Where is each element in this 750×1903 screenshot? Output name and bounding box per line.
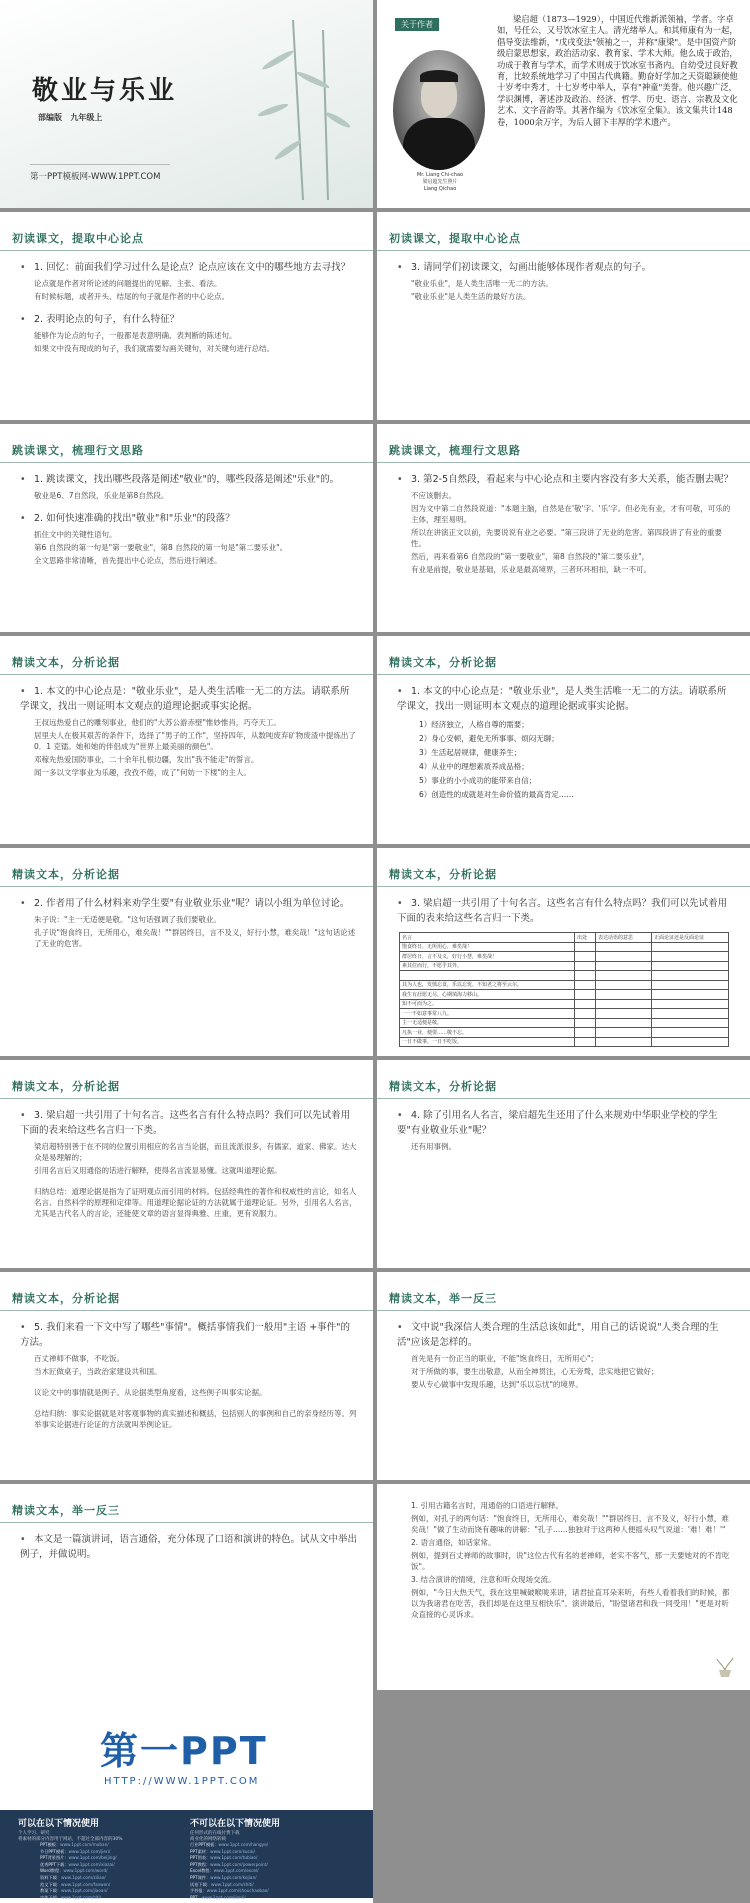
slide-body [20,1320,357,1432]
slide-body [397,1500,734,1622]
table-cell [595,942,651,952]
table-cell [574,1018,595,1028]
question [20,1108,357,1138]
question [20,684,357,714]
table-row [400,952,729,962]
question-text: 4. 除了引用名人名言，梁启超先生还用了什么来规劝中华职业学校的学生要"有业敬业乐业"呢？ [397,1110,718,1136]
table-cell [651,1009,728,1019]
content-slide [377,1060,750,1268]
bullet-icon: • [397,1110,403,1121]
bullet-icon: • [20,314,26,325]
question [20,1532,357,1562]
content-slide [0,1060,373,1268]
section-title: 精读文本，分析论据 [12,1292,120,1305]
section-title: 精读文本，分析论据 [389,1080,497,1093]
question-text: 3. 梁启超一共引用了十句名言。这些名言有什么特点吗？我们可以先试着用下面的表来给这些名言归一下类。 [20,1110,351,1136]
content-slide [377,848,750,1056]
table-cell-quote: 凡执一业，便要……敬不忘。 [400,1028,575,1038]
table-cell-quote [400,971,575,981]
bullet-icon: • [20,474,26,485]
answer-line: 抓住文中的关键性语句。 [34,530,117,539]
answer-line: 全文思路非常清晰，首先提出中心论点，然后进行阐述。 [34,556,222,565]
section-title: 精读文本，分析论据 [389,656,497,669]
table-cell [651,990,728,1000]
cover-title: 敬业与乐业 [32,76,178,106]
content-slide [377,424,750,632]
promo-link[interactable]: Word教程：www.1ppt.com/word/ [40,1868,108,1874]
table-cell [595,999,651,1009]
plant-decoration-icon [714,1656,736,1678]
promo-link[interactable]: 手抄报：www.1ppt.com/shouchaobao/ [190,1888,269,1894]
table-cell-quote: 群居终日，言不及义，好行小慧，难矣哉！ [400,952,575,962]
list-item: 3）生活起居规律，健康养生； [419,748,522,757]
bullet-icon: • [20,262,26,273]
table-cell [595,990,651,1000]
question-text: 2. 表明论点的句子，有什么特征？ [34,314,180,325]
table-cell [595,1009,651,1019]
content-slide [0,1272,373,1480]
table-cell [651,1037,728,1047]
list-item: 6）创造性的成就是对生命价值的最高肯定…… [419,790,574,799]
cover-divider [30,164,170,165]
list-item: 1）经济独立，人格自尊的需要； [419,720,529,729]
table-row [400,1028,729,1038]
section-title: 初读课文，提取中心论点 [389,232,521,245]
slide-body [20,1532,357,1565]
content-slide [377,1272,750,1480]
question-text: 3. 第2-5自然段，看起来与中心论点和主要内容没有多大关系，能否删去呢？ [411,474,734,485]
answer-line: 有时候标题，或者开头、结尾的句子就是作者的中心论点。 [34,292,229,301]
answer-line: 当木匠做桌子，当政治家建设共和国。 [34,1367,162,1376]
answer-line: 2. 语言通俗，如话家常。 [411,1538,496,1547]
answer-line: 孔子说"饱食终日，无所用心，难矣哉！""群居终日，言不及义，好行小慧，难矣哉！"这句话论述了无业的危害。 [34,928,356,948]
answer-line: 论点就是作者对所论述的问题提出的见解、主张、看法。 [34,279,222,288]
question-text: 3. 梁启超一共引用了十句名言。这些名言有什么特点吗？我们可以先试着用下面的表来给这些名言归一下类。 [397,898,728,924]
slide-body [397,684,734,802]
section-title: 精读文本，举一反三 [12,1504,120,1517]
bullet-icon: • [397,686,403,697]
slide-body [397,896,734,929]
portrait-image [393,50,485,170]
answer-line: 1. 引用古籍名言时，用通俗的口语进行解释。 [411,1501,564,1510]
links-right [190,1842,269,1901]
table-row [400,1018,729,1028]
answer-line: 引用名言后又用通俗的话进行解释，使得名言流显易懂。这就叫道理论据。 [34,1166,282,1175]
table-cell-quote: 一日不做事，一日不吃饭。 [400,1037,575,1047]
question-text: 3. 请同学们初读课文，勾画出能够体现作者观点的句子。 [411,262,652,273]
slide-cover [0,0,373,208]
table-cell-quote: 知不可而为之。 [400,999,575,1009]
answer-line: 邓稼先热爱国防事业，二十余年扎根边疆，发出"我不能走"的誓言。 [34,755,259,764]
answer-line: 3. 结合演讲的情境，注意和听众现场交流。 [411,1575,556,1584]
table-cell [595,971,651,981]
bullet-icon: • [397,262,403,273]
table-header: 出处 [574,933,595,943]
promo-link[interactable]: PPT背景图片：www.1ppt.com/beijing/ [40,1855,117,1861]
grade-label: 九年级上 [70,113,103,122]
answer-line: 然后，再来看第6 自然段的"第一要敬业"，第8 自然段的"第二要乐业"， [411,552,650,561]
answer-line: 所以在讲演正文以前，先要说说有业之必要。"第三段讲了无业的危害。第四段讲了有业的重要性。 [411,528,722,548]
table-cell [574,952,595,962]
list-item: 2）身心安顿，避免无所事事、烦闷无聊； [419,734,559,743]
content-slide [377,1484,750,1692]
table-row [400,1009,729,1019]
bullet-icon: • [20,513,26,524]
cover-subtitle [38,112,102,123]
answer-line: 有业是前提，敬业是基础，乐业是最高境界，三者环环相扣，缺一不可。 [411,565,651,574]
bullet-icon: • [20,898,26,909]
promo-link[interactable]: PPT素材：www.1ppt.com/sucai/ [190,1848,255,1854]
answer-line: 例如，对孔子的两句话："饱食终日，无所用心，难矣哉！""群居终日，言不及义，好行小慧，难矣哉！"做了生动而饶有趣味的讲解："孔子……独独对于这两种人便摇头叹气说道：'难！难！'" [411,1514,729,1534]
table-cell-quote: 饱食终日，无所用心，难矣哉！ [400,942,575,952]
question-text: 1. 跳读课文，找出哪些段落是阐述"敬业"的，哪些段落是阐述"乐业"的。 [34,474,340,485]
caption-cn: 梁启超先生照片 [422,179,458,185]
slide-body [397,472,734,577]
content-slide [377,636,750,844]
answer-line: 不应该删去。 [411,491,456,500]
promo-link[interactable]: 范文下载：www.1ppt.com/fanwen/ [40,1881,111,1887]
answer-line: 如果文中没有现成的句子，我们就需要勾画关键句，对关键句进行总结。 [34,344,274,353]
promo-link[interactable]: 优秀PPT下载：www.1ppt.com/xiazai/ [40,1861,115,1867]
table-row [400,942,729,952]
table-cell [574,1009,595,1019]
table-cell-quote: 一一不如意事常八九。 [400,1009,575,1019]
answer-line: 百丈禅师不做事，不吃饭。 [34,1354,124,1363]
answer-line: 敬业是6、7自然段，乐业是第8自然段。 [34,491,169,500]
author-tag: 关于作者 [395,18,439,31]
question [20,1320,357,1350]
question-text: 文中说"我深信人类合理的生活总该如此"，用自己的话说说"人类合理的生活"应该是怎样的。 [397,1322,719,1348]
answer-line [34,1400,357,1406]
cannot-use-sub: 任何形式的在线付费下载 商业化的网络转载 [190,1831,240,1842]
section-title: 跳读课文，梳理行文思路 [389,444,521,457]
bullet-icon: • [397,898,403,909]
promo-link[interactable]: 试卷下载：www.1ppt.com/shiti/ [190,1881,254,1887]
table-cell [574,942,595,952]
answer-line: 归纳总结：道理论据是指为了证明观点而引用的材料。包括经典性的著作和权威性的言论，如名人名言、自然科学的原理和定律等。用道理论据论证的方法就属于道理论证。另外，引用名人名言，尤其是古代名人的言论，还能使文章的语言显得典雅、庄重，更有说服力。 [34,1187,357,1218]
question [20,511,357,526]
question-text: 本文是一篇演讲词，语言通俗，充分体现了口语和演讲的特色。试从文中举出例子，并做说明。 [20,1534,358,1560]
promo-link[interactable]: 资料下载：www.1ppt.com/ziliao/ [40,1874,106,1880]
bullet-icon: • [20,1110,26,1121]
caption-extra: Liang Qichao [423,186,457,192]
table-cell [595,1018,651,1028]
content-slide [377,212,750,420]
table-row [400,1037,729,1047]
section-title: 精读文本，分析论据 [12,656,120,669]
answer-line: 居里夫人在极其艰苦的条件下，选择了"男子的工作"，坚持四年，从数吨废弃矿物废渣中提炼出了 0．1 克镭。她和她的伴侣成为"世界上最美丽的颜色"。 [34,731,356,751]
answer-line: 对于所做的事，要生出敬意，从而全神贯注，心无旁骛，忠实地把它做好； [411,1367,659,1376]
promo-link[interactable]: Excel教程：www.1ppt.com/excel/ [190,1868,259,1874]
table-cell-quote: 我生有涯愿无尽，心期填海力移山。 [400,990,575,1000]
table-cell [574,999,595,1009]
section-title: 精读文本，分析论据 [12,868,120,881]
empty-slot [377,1690,750,1903]
answer-line: "敬业乐业"是人类生活的最好方法。 [411,292,531,301]
can-use-sub: 个人学习、研究 将素材的部分内容用于网站，不超过全部内容的30% [18,1831,123,1842]
content-slide [0,1484,373,1692]
slide-author [377,0,750,208]
table-row [400,990,729,1000]
content-slide [0,212,373,420]
table-cell-quote: 其为人也，发愤忘食，乐以忘忧，不知老之将至云尔。 [400,980,575,990]
content-slide [0,424,373,632]
can-use-title: 可以在以下情况使用 [18,1819,100,1829]
table-row [400,961,729,971]
list-item: 5）事业的小小成功的能带来自信； [419,776,537,785]
answer-line: 议论文中的事情就是例子。从论据类型角度看，这些例子叫事实论据。 [34,1388,267,1397]
table-cell [651,1028,728,1038]
promo-link[interactable]: PPT教程：www.1ppt.com/powerpoint/ [190,1861,268,1867]
table-header: 表达话语的意思 [595,933,651,943]
question [20,312,357,327]
cover-footer: 第一PPT模板网-WWW.1PPT.COM [30,172,161,182]
reason-list [419,718,734,802]
slide-body [397,260,734,304]
table-cell-quote: 素其位而行，不愿乎其外。 [400,961,575,971]
answer-line: 闻一多以文学事业为乐趣，孜孜不倦，成了"何妨一下楼"的主人。 [34,768,251,777]
table-cell [574,961,595,971]
question [397,684,734,714]
question-text: 2. 作者用了什么材料来劝学生要"有业敬业乐业"呢？请以小组为单位讨论。 [34,898,350,909]
answer-line: 例如，提到百丈禅师的故事时，说"这位古代有名的老禅师，老实不客气，那一天要她对的不肯吃饭"。 [411,1551,730,1571]
slide-body [20,1108,357,1221]
slide-promo [0,1690,373,1903]
answer-line [34,1178,357,1184]
section-title: 精读文本，分析论据 [12,1080,120,1093]
answer-line: 总结归纳：事实论据就是对客观事物的真实描述和概括，包括别人的事例和自己的亲身经历等。列举事实论据进行论证的方法就叫举例论证。 [34,1409,357,1429]
answer-line: 因为文中第二自然段说道："本题主脑，自然是在'敬'字、'乐'字。但必先有业，才有可敬，可乐的主体，理至易明。 [411,504,731,524]
bamboo-decoration-icon [233,20,353,200]
section-title: 跳读课文，梳理行文思路 [12,444,144,457]
table-cell [651,971,728,981]
table-cell [574,990,595,1000]
links-left [40,1842,117,1901]
promo-link[interactable]: PPT图表：www.1ppt.com/tubiao/ [190,1855,258,1861]
answer-line: 例如，"今日大热天气，我在这里喊破喉咙来讲，诸君扯直耳朵来听，有些人看着我们的时候，都以为我诸君在吃苦，我们却是在这里互相快乐"。演讲最后，"盼望诸君和我一同受用！"更是对听众直接的心灵诉求。 [411,1588,730,1619]
question [20,472,357,487]
content-slide [0,636,373,844]
promo-link[interactable]: PPT模板：www.1ppt.com/moban/ [40,1842,109,1847]
question-text: 5. 我们来看一下文中写了哪些"事情"。概括事情我们一般用"主语 +事件"的方法。 [20,1322,351,1348]
table-cell [595,961,651,971]
bullet-icon: • [20,1534,26,1545]
promo-logo: 第一PPT [100,1729,268,1773]
slide-body [20,684,357,780]
answer-line: 第6 自然段的第一句是"第一要敬业"，第8 自然段的第一句是"第二要乐业"。 [34,543,288,552]
table-row [400,999,729,1009]
portrait-caption [407,172,473,193]
table-cell [574,1028,595,1038]
slide-body [397,1320,734,1392]
question [397,260,734,275]
table-cell [595,952,651,962]
question-text: 1. 本文的中心论点是："敬业乐业"，是人类生活唯一无二的方法。请联系所学课文，找出一则证明本文观点的道理论据或事实论据。 [20,686,350,712]
table-cell [595,1028,651,1038]
promo-link[interactable]: 节日PPT模板：www.1ppt.com/jieri/ [40,1848,111,1854]
table-cell [574,1037,595,1047]
question-text: 1. 本文的中心论点是："敬业乐业"，是人类生活唯一无二的方法。请联系所学课文，找出一则证明本文观点的道理论据或事实论据。 [397,686,727,712]
quote-table [399,932,729,1047]
table-header: 名言 [400,933,575,943]
question [397,1320,734,1350]
answer-line: 梁启超特别善于在不同的位置引用相应的名言当论据，而且流派很多，有儒家、道家、佛家。达大众是易理解的； [34,1142,357,1162]
table-cell [651,942,728,952]
slide-body [20,260,357,356]
table-cell [651,999,728,1009]
promo-url[interactable]: HTTP://WWW.1PPT.COM [104,1776,260,1787]
content-slide [0,848,373,1056]
caption-en: Mr. Liang Chi-chao [416,172,464,178]
table-cell [595,1037,651,1047]
question [397,1108,734,1138]
answer-line: 朱子说："主一无适便是敬。"这句话强调了我们要敬业。 [34,915,221,924]
cannot-use-title: 不可以在以下情况使用 [190,1819,281,1829]
table-cell-quote: 主一无适便是敬。 [400,1018,575,1028]
answer-line [34,1379,357,1385]
question [397,896,734,926]
table-cell [651,952,728,962]
answer-line: 要从专心做事中发现乐趣，达到"乐以忘忧"的境界。 [411,1380,583,1389]
promo-link[interactable]: PPT：www.1ppt.com/jianli/ [190,1894,246,1900]
table-cell [574,971,595,981]
question-text: 1. 回忆：前面我们学习过什么是论点？论点应该在文中的哪些地方去寻找？ [34,262,351,273]
slide-body [397,1108,734,1154]
table-row [400,980,729,990]
answer-line: 能够作为论点的句子，一般都是表意明确、表判断的陈述句。 [34,331,237,340]
table-row [400,971,729,981]
promo-link[interactable]: 教案下载：www.1ppt.com/jiaoan/ [40,1888,108,1894]
slide-body [20,896,357,951]
table-cell [574,980,595,990]
answer-line: 首先是有一份正当的职业，不能"饱食终日，无所用心"； [411,1354,598,1363]
table-header: 正面论证还是反面论证 [651,933,728,943]
table-cell [651,1018,728,1028]
bullet-icon: • [20,686,26,697]
table-cell [651,961,728,971]
question-text: 2. 如何快速准确的找出"敬业"和"乐业"的段落？ [34,513,235,524]
promo-link[interactable]: PPT课件：www.1ppt.com/kejian/ [190,1874,257,1880]
edition-label: 部编版 [38,113,62,122]
section-title: 初读课文，提取中心论点 [12,232,144,245]
table-cell [595,980,651,990]
promo-link[interactable]: 字体下载：www.1ppt.com/ziti/ [40,1894,102,1900]
promo-link[interactable]: 行业PPT模板：www.1ppt.com/hangye/ [190,1842,269,1847]
answer-line: "敬业乐业"，是人类生活唯一无二的方法。 [411,279,553,288]
question [20,260,357,275]
list-item: 4）从业中的理想素质养成品格； [419,762,529,771]
bullet-icon: • [397,474,403,485]
question [397,472,734,487]
section-title: 精读文本，举一反三 [389,1292,497,1305]
answer-line: 王叔远热爱自己的雕刻事业，他们的"大苏公游赤壁"惟妙惟肖，巧夺天工。 [34,718,281,727]
answer-line: 还有用事例。 [411,1142,456,1151]
bullet-icon: • [397,1322,403,1333]
table-cell [651,980,728,990]
slide-body [20,472,357,568]
section-title: 精读文本，分析论据 [389,868,497,881]
author-bio: 梁启超（1873—1929），中国近代维新派领袖，学者。字卓如，号任公，又号饮冰室主人。清光绪举人。和其师康有为一起，倡导变法维新，"戊戌变法"领袖之一，并称"康梁"。是中国资产阶级启蒙思想家，政治活动家、教育家、学术大师。他么成于政治，功成于教育与学术，而学术则成于饮冰室书斋内。自幼受过良好教育，比较系统地学习了中国古代典籍。勤奋好学加之天资聪颖使他十岁考中秀才，十七岁考中举人，享有"神童"美誉。他兴趣广泛，学识渊博，著述涉及政治、经济、哲学、历史、语言、宗教及文化艺术、文字音韵等。其著作编为《饮冰室全集》。该文集共计148卷，1000余万字，为后人留下丰厚的学术遗产。 [497,14,738,127]
bullet-icon: • [20,1322,26,1333]
question [20,896,357,911]
